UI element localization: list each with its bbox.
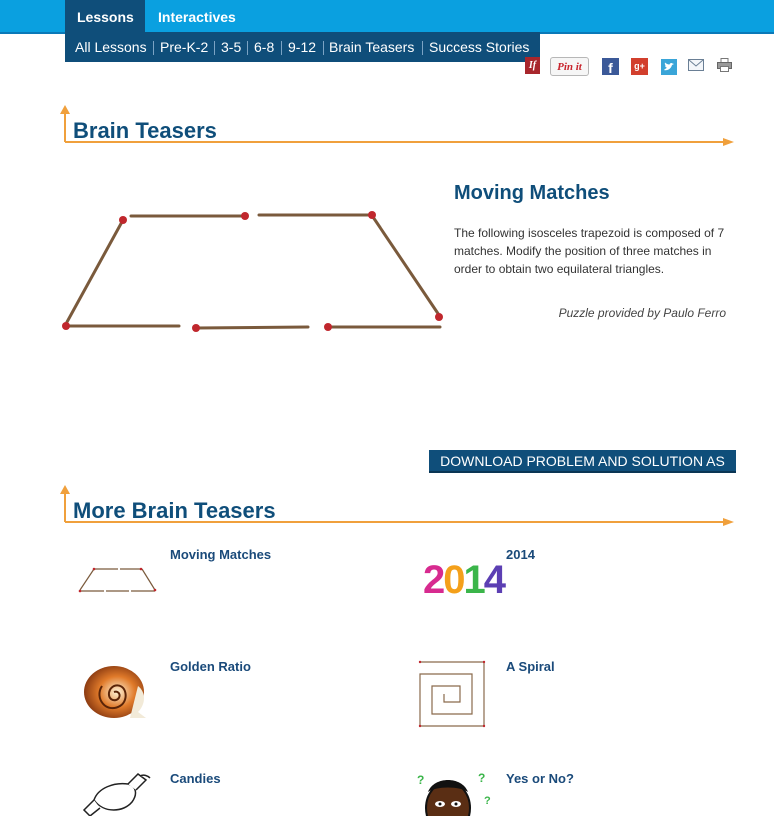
subnav-all-lessons[interactable]: All Lessons [75,39,147,55]
year-digit: 0 [443,558,464,602]
thinking-face-thumbnail[interactable] [414,768,494,816]
tab-lessons[interactable]: Lessons [65,0,145,32]
puzzle-credit: Puzzle provided by Paulo Ferro [558,306,726,320]
page-title: Brain Teasers [73,118,217,143]
subnav-divider [247,41,248,55]
match-spiral-thumbnail[interactable] [414,656,490,732]
facebook-icon[interactable]: f [602,58,619,75]
svg-text:?: ? [484,795,491,807]
top-nav-bar [0,0,774,34]
iff-icon[interactable]: If [525,57,540,74]
moving-matches-thumbnail[interactable] [78,566,158,594]
svg-text:?: ? [478,771,486,785]
year-digit: 4 [483,558,504,602]
teaser-link-golden-ratio[interactable]: Golden Ratio [170,659,251,674]
subnav-divider [323,41,324,55]
lessons-subnav [65,32,540,62]
subnav-divider [422,41,423,55]
puzzle-description: The following isosceles trapezoid is composed of 7 matches. Modify the position of three matches in order to obtain two equilateral triangles. [454,226,725,276]
match-trapezoid-illustration [55,205,450,340]
year-digit: 1 [463,558,484,602]
subnav-pre-k-2[interactable]: Pre-K-2 [160,39,209,55]
print-icon[interactable] [717,58,732,72]
download-pdf-button[interactable]: DOWNLOAD PROBLEM AND SOLUTION AS PDF [429,450,736,473]
svg-text:?: ? [417,773,425,787]
puzzle-title: Moving Matches [454,182,610,204]
subnav-divider [214,41,215,55]
google-plus-icon[interactable]: g+ [631,58,648,75]
email-icon[interactable] [688,59,704,71]
subnav-brain-teasers[interactable]: Brain Teasers [329,39,415,55]
candy-thumbnail[interactable] [80,770,158,816]
year-digit: 2 [423,558,444,602]
twitter-icon[interactable] [661,59,677,75]
subnav-6-8[interactable]: 6-8 [254,39,275,55]
pinterest-icon[interactable]: Pin it [550,57,589,76]
tab-interactives[interactable]: Interactives [158,9,236,25]
teaser-link-candies[interactable]: Candies [170,771,221,786]
teaser-link-a-spiral[interactable]: A Spiral [506,659,555,674]
subnav-9-12[interactable]: 9-12 [288,39,317,55]
subnav-3-5[interactable]: 3-5 [221,39,242,55]
teaser-link-yes-or-no[interactable]: Yes or No? [506,771,574,786]
teaser-link-moving-matches[interactable]: Moving Matches [170,547,272,562]
nautilus-shell-thumbnail[interactable] [80,662,152,722]
teaser-link-2014[interactable]: 2014 [506,547,535,562]
year-2014-thumbnail[interactable] [423,558,504,603]
subnav-success-stories[interactable]: Success Stories [429,39,530,55]
more-teasers-heading: More Brain Teasers [73,498,276,523]
subnav-divider [281,41,282,55]
subnav-divider [153,41,154,55]
